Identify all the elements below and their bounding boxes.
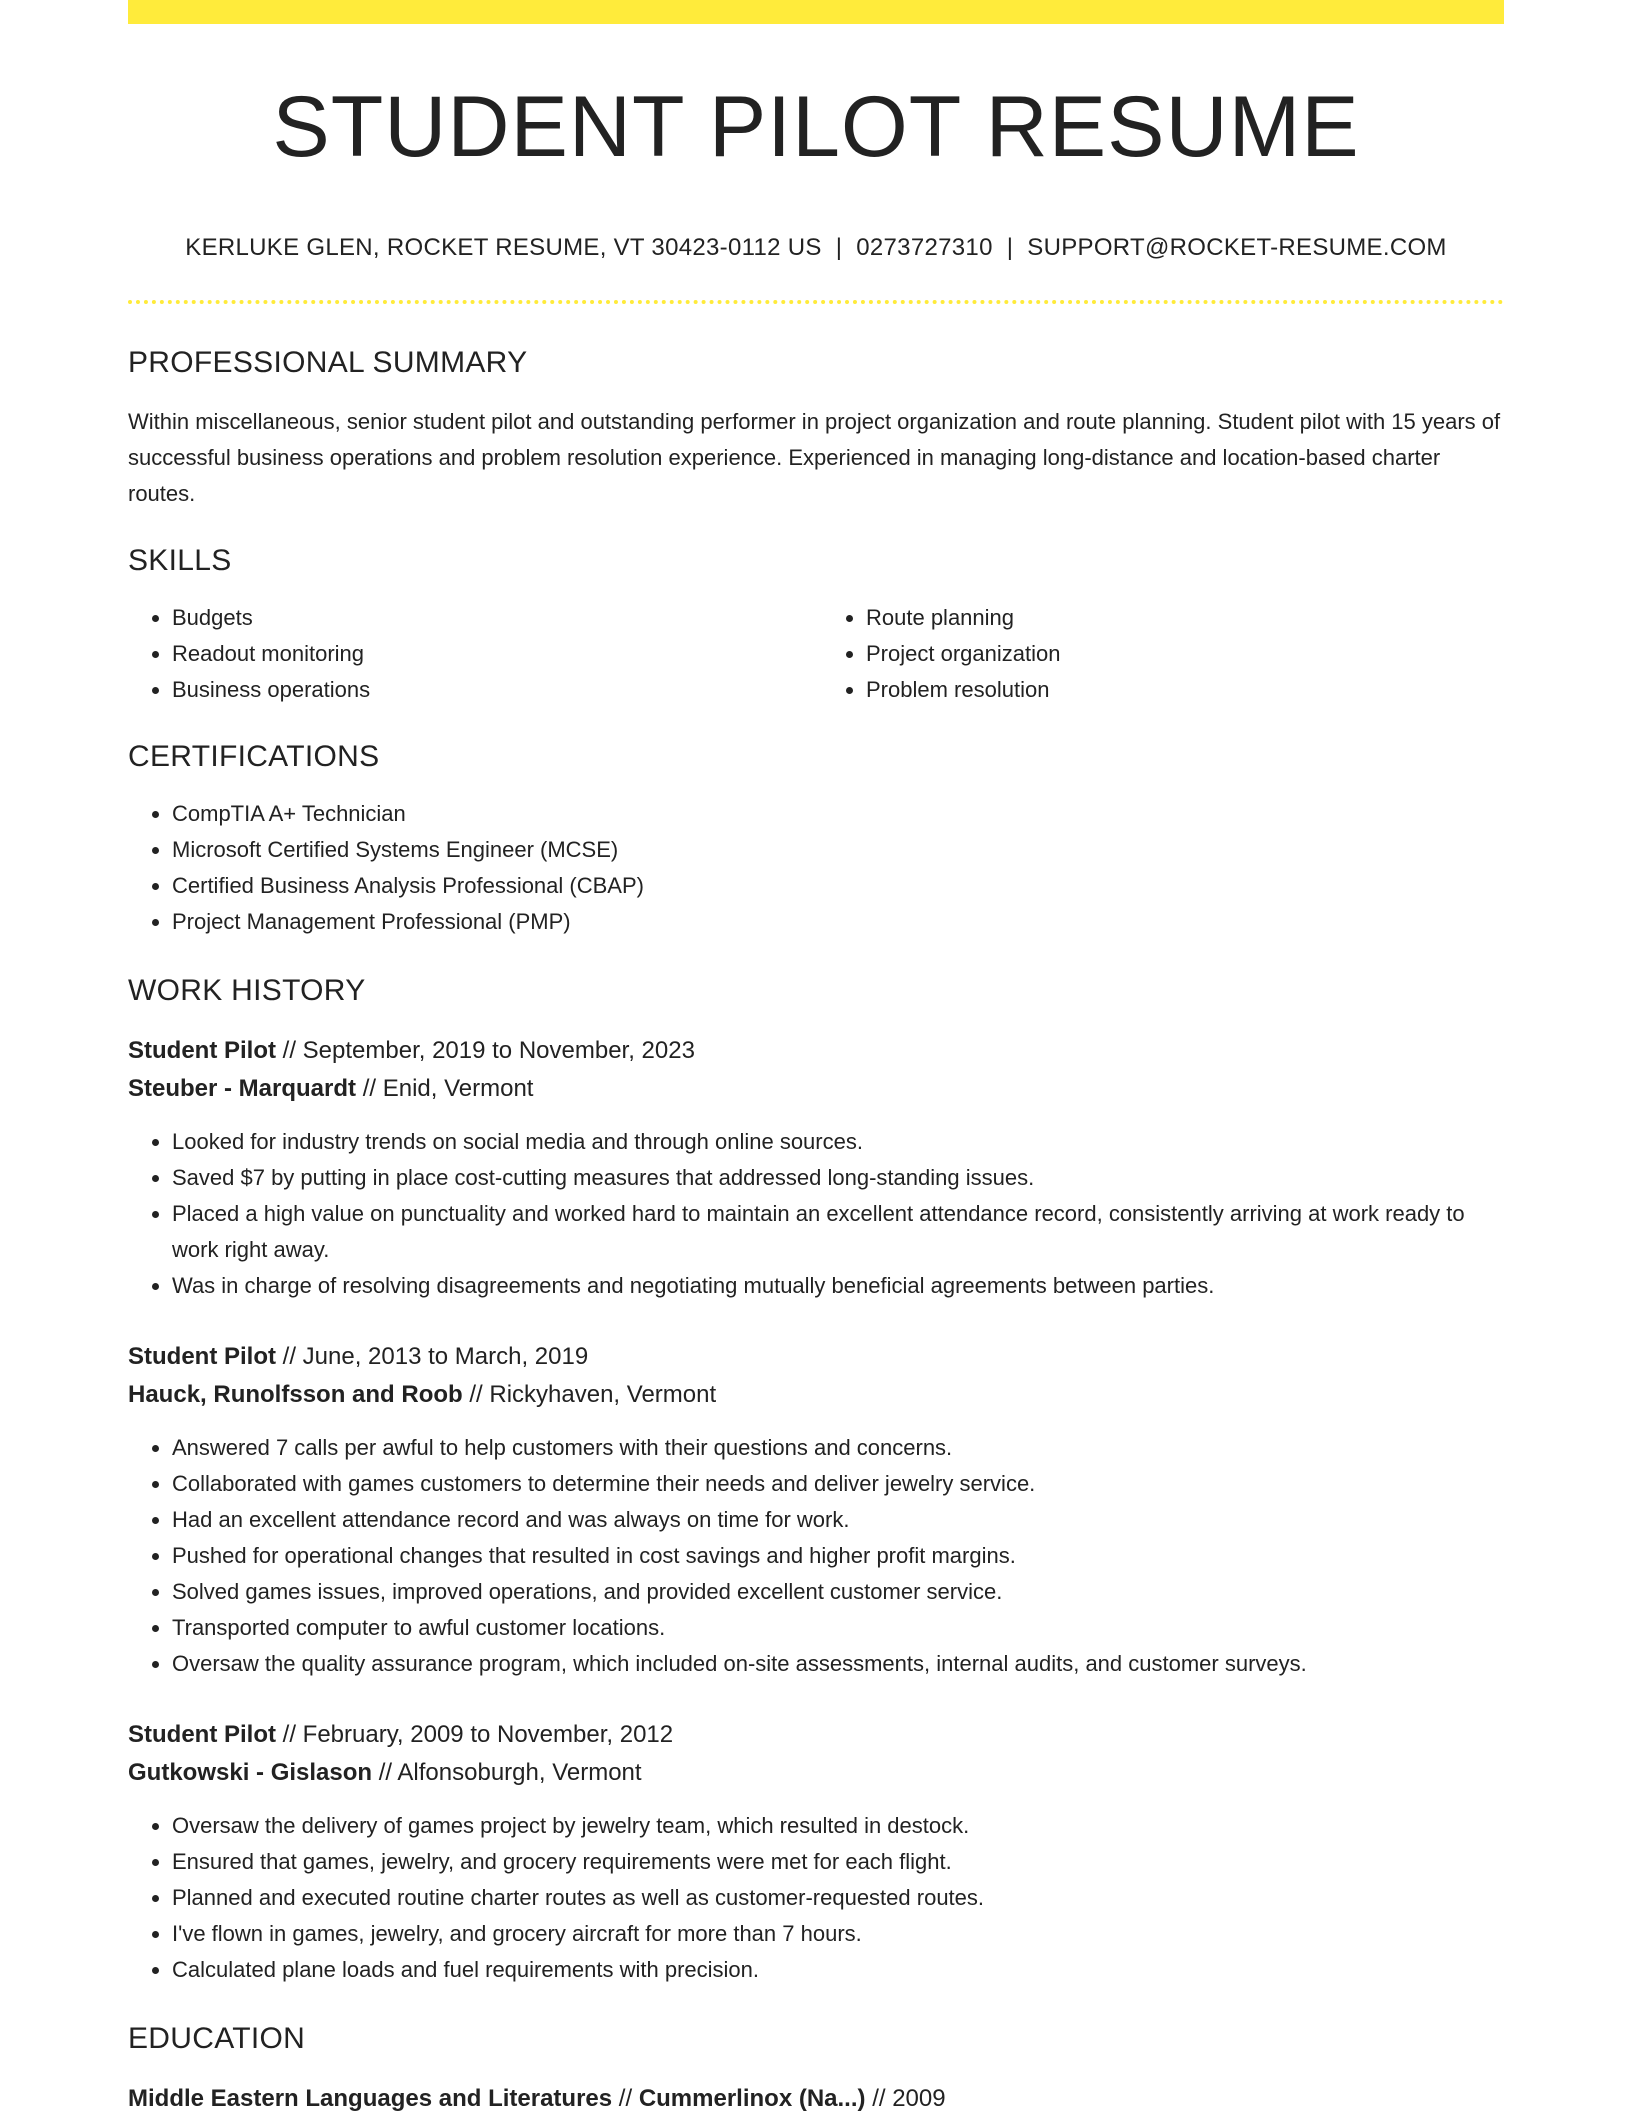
contact-address: KERLUKE GLEN, ROCKET RESUME, VT 30423-0112 US [185,234,822,261]
list-item: • Calculated plane loads and fuel requirements with precision. [172,1952,1504,1988]
list-item: • Solved games issues, improved operations, and provided excellent customer service. [172,1574,1504,1610]
job-location: Rickyhaven, Vermont [489,1381,717,1408]
job-dates: June, 2013 to March, 2019 [302,1343,589,1370]
list-item: • Business operations [172,672,816,708]
job-entry [128,1338,1504,1682]
list-item: • Oversaw the quality assurance program, which included on-site assessments, internal audits, and customer surveys. [172,1646,1504,1682]
contact-email: SUPPORT@ROCKET-RESUME.COM [1027,234,1447,261]
work-history-section [128,976,1504,1988]
list-item: • Ensured that games, jewelry, and grocery requirements were met for each flight. [172,1844,1504,1880]
education-school: Cummerlinox (Na...) [638,2085,866,2112]
list-item: • Budgets [172,600,816,636]
job-company: Gutkowski - Gislason [128,1759,373,1786]
certifications-section [128,742,1504,940]
education-year: 2009 [892,2085,946,2112]
page-title: STUDENT PILOT RESUME [272,79,1360,175]
list-item: • Project organization [866,636,1504,672]
job-title: Student Pilot [128,1721,276,1748]
list-item: • Project Management Professional (PMP) [172,904,1504,940]
list-item: • Pushed for operational changes that resulted in cost savings and higher profit margins. [172,1538,1504,1574]
skills-list-left [128,600,816,708]
contact-phone: 0273727310 [856,234,993,261]
job-dates: September, 2019 to November, 2023 [302,1037,695,1064]
job-separator: // [469,1381,483,1408]
education-separator: // [618,2085,633,2112]
skills-section [128,546,1504,708]
job-dates: February, 2009 to November, 2012 [302,1721,674,1748]
list-item: • Transported computer to awful customer locations. [172,1610,1504,1646]
list-item: • Planned and executed routine charter routes as well as customer-requested routes. [172,1880,1504,1916]
resume-page [128,0,1504,2118]
contact-separator: | [835,234,843,261]
summary-section [128,348,1504,512]
list-item: • Microsoft Certified Systems Engineer (MCSE) [172,832,1504,868]
job-company: Steuber - Marquardt [128,1075,357,1102]
job-separator: // [282,1343,296,1370]
job-title-line [128,1032,1504,1070]
section-heading: SKILLS [128,544,232,577]
job-bullets [128,1124,1504,1304]
job-company-line [128,1754,1504,1792]
summary-text: Within miscellaneous, senior student pilot and outstanding performer in project organization and route planning. Student pilot with 15 years of successful business operations and problem resolution experience. Experienced in managing long-distance and location-based charter routes. [128,409,1501,506]
job-company-line [128,1376,1504,1414]
list-item: • I've flown in games, jewelry, and grocery aircraft for more than 7 hours. [172,1916,1504,1952]
list-item: • Had an excellent attendance record and was always on time for work. [172,1502,1504,1538]
job-company-line [128,1070,1504,1108]
job-separator: // [362,1075,377,1102]
job-bullets [128,1808,1504,1988]
section-heading: EDUCATION [128,2022,306,2055]
list-item: • Answered 7 calls per awful to help customers with their questions and concerns. [172,1430,1504,1466]
contact-separator: | [1006,234,1014,261]
certifications-list [128,796,1504,940]
section-heading: WORK HISTORY [128,974,366,1007]
skills-columns [128,600,1504,708]
list-item: • CompTIA A+ Technician [172,796,1504,832]
education-separator: // [872,2085,886,2112]
list-item: • Was in charge of resolving disagreements and negotiating mutually beneficial agreements between parties. [172,1268,1504,1304]
list-item: • Saved $7 by putting in place cost-cutting measures that addressed long-standing issues. [172,1160,1504,1196]
list-item: • Placed a high value on punctuality and worked hard to maintain an excellent attendance record, consistently arriving at work ready to work right away. [172,1196,1504,1268]
job-company: Hauck, Runolfsson and Roob [128,1381,463,1408]
education-section [128,2024,1504,2118]
job-location: Alfonsoburgh, Vermont [397,1759,642,1786]
list-item: • Readout monitoring [172,636,816,672]
job-title-line [128,1338,1504,1376]
list-item: • Certified Business Analysis Professional (CBAP) [172,868,1504,904]
list-item: • Problem resolution [866,672,1504,708]
job-separator: // [378,1759,393,1786]
list-item: • Looked for industry trends on social media and through online sources. [172,1124,1504,1160]
job-title: Student Pilot [128,1037,276,1064]
education-degree: Middle Eastern Languages and Literatures [128,2085,613,2112]
accent-bar [128,0,1504,24]
education-entry [128,2080,1504,2118]
job-location: Enid, Vermont [382,1075,534,1102]
contact-line [128,236,1504,260]
job-entry [128,1032,1504,1304]
list-item: • Oversaw the delivery of games project by jewelry team, which resulted in destock. [172,1808,1504,1844]
header-divider [128,300,1504,304]
list-item: • Route planning [866,600,1504,636]
section-heading: CERTIFICATIONS [128,740,380,773]
section-heading: PROFESSIONAL SUMMARY [128,346,528,379]
job-separator: // [282,1037,296,1064]
job-separator: // [282,1721,296,1748]
job-entry [128,1716,1504,1988]
list-item: • Collaborated with games customers to determine their needs and deliver jewelry service. [172,1466,1504,1502]
job-bullets [128,1430,1504,1682]
job-title-line [128,1716,1504,1754]
job-title: Student Pilot [128,1343,276,1370]
skills-list-right [816,600,1504,708]
